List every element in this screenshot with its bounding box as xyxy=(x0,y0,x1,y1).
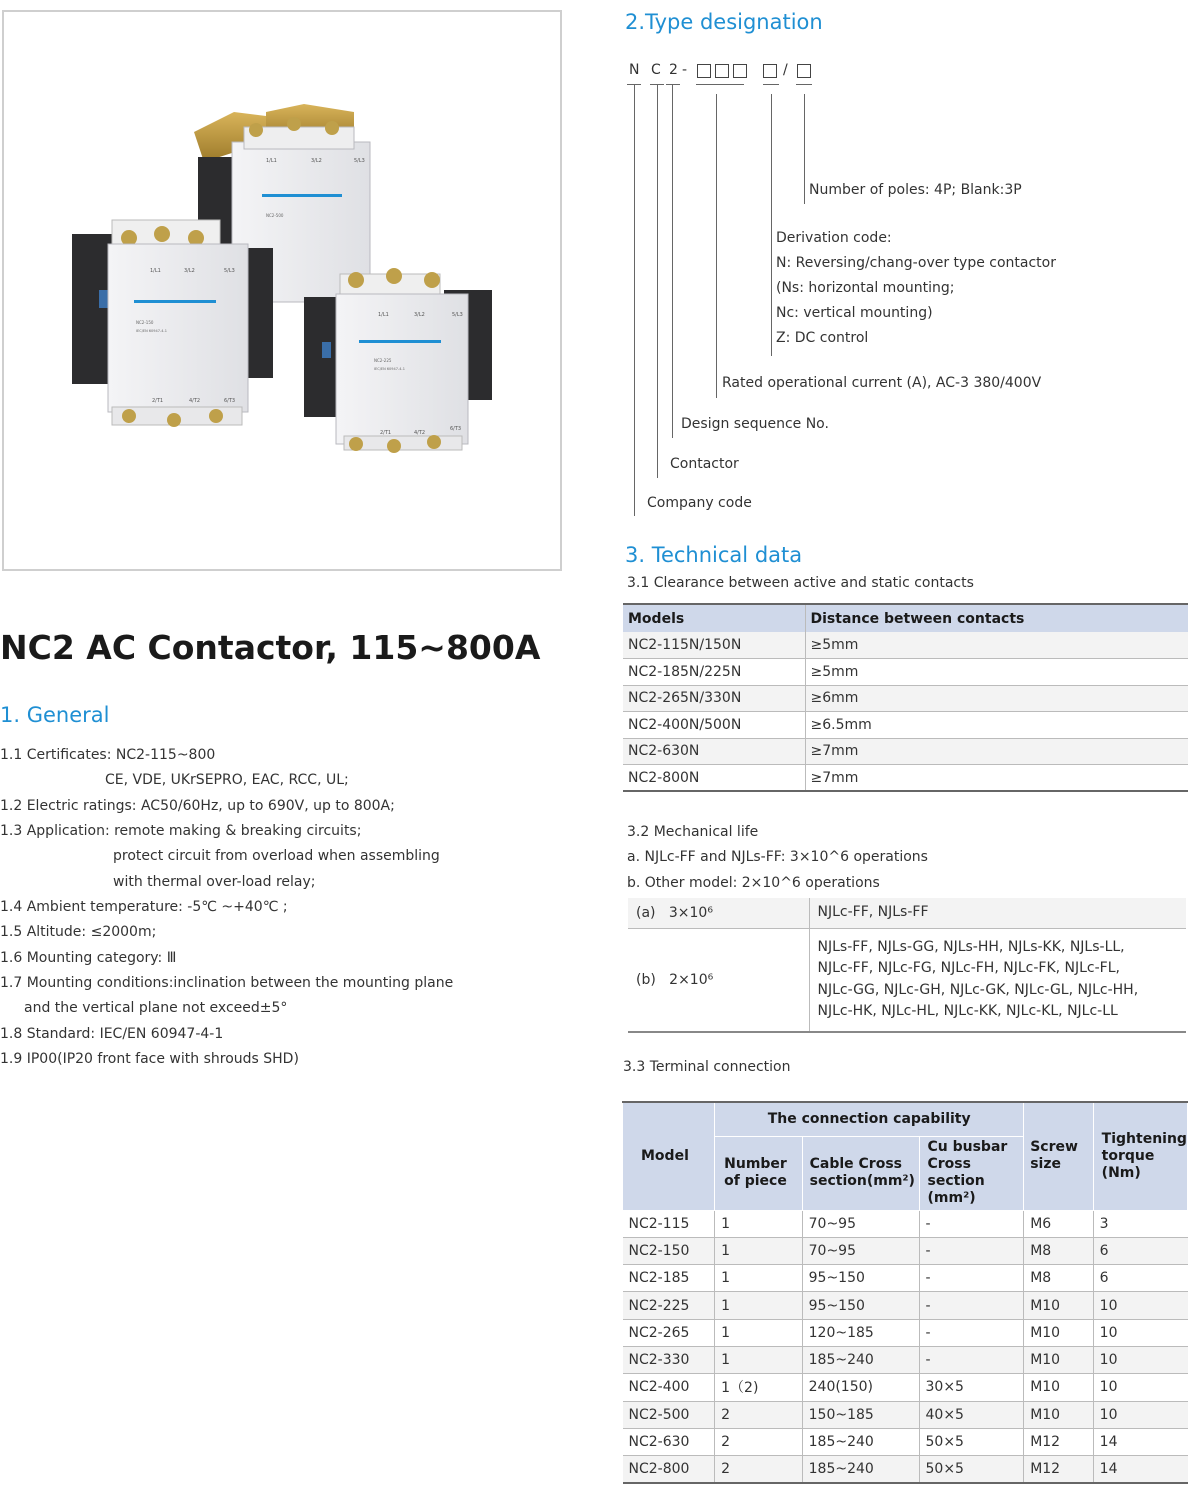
designation-company: Company code xyxy=(647,495,752,511)
cell-distance: ≥5mm xyxy=(805,632,1188,659)
cell-busbar: - xyxy=(919,1346,1024,1373)
designation-rated-current: Rated operational current (A), AC-3 380/400V xyxy=(722,375,1042,391)
terminal-table xyxy=(622,1101,1188,1484)
cell-distance: ≥5mm xyxy=(805,659,1188,686)
cell-torque: 3 xyxy=(1093,1210,1187,1237)
code-box-1 xyxy=(697,64,711,78)
cell-cable: 185~240 xyxy=(802,1428,919,1455)
general-line: 1.4 Ambient temperature: -5℃ ~+40℃ ; xyxy=(0,899,288,915)
left-terminal-t1: 2/T1 xyxy=(152,398,164,404)
designation-design-seq: Design sequence No. xyxy=(681,416,829,432)
cell-model: NC2-800N xyxy=(623,765,805,792)
cell-screw: M10 xyxy=(1024,1401,1093,1428)
col-header-models: Models xyxy=(623,604,805,632)
cell-distance: ≥6.5mm xyxy=(805,712,1188,739)
table-row xyxy=(623,1265,1188,1292)
left-standard-label: IEC/EN 60947-4-1 xyxy=(136,329,167,333)
cell-cable: 185~240 xyxy=(802,1346,919,1373)
table-row xyxy=(623,1292,1188,1319)
right-standard-label: IEC/EN 60947-4-1 xyxy=(374,367,405,371)
designation-derivation-line: Z: DC control xyxy=(776,330,869,346)
cell-model: NC2-330 xyxy=(623,1346,715,1373)
mechanical-line-a: a. NJLc-FF and NJLs-FF: 3×10^6 operations xyxy=(627,849,928,865)
table-row xyxy=(623,1401,1188,1428)
table-row xyxy=(623,712,1188,739)
table-row xyxy=(628,928,1186,1032)
cell-pieces: 1 xyxy=(715,1265,802,1292)
cell-model: NC2-800 xyxy=(623,1456,715,1483)
mech-models-b: NJLc-FF, NJLc-FG, NJLc-FH, NJLc-FK, NJLc-FL, xyxy=(817,960,1120,977)
table-header-row xyxy=(623,1102,1188,1136)
code-box-2 xyxy=(715,64,729,78)
cell-pieces: 1 xyxy=(715,1292,802,1319)
col-header-pieces: Number of piece xyxy=(715,1136,802,1210)
cell-screw: M12 xyxy=(1024,1456,1093,1483)
table-row xyxy=(623,685,1188,712)
cell-pieces: 1 xyxy=(715,1319,802,1346)
clearance-table xyxy=(623,603,1188,792)
cell-cable: 70~95 xyxy=(802,1237,919,1264)
general-line: 1.9 IP00(IP20 front face with shrouds SHD) xyxy=(0,1051,299,1067)
mechanical-title: 3.2 Mechanical life xyxy=(627,824,759,840)
table-row xyxy=(623,1346,1188,1373)
col-header-cable: Cable Cross section(mm²) xyxy=(802,1136,919,1210)
cell-model: NC2-400 xyxy=(623,1374,715,1401)
cell-model: NC2-225 xyxy=(623,1292,715,1319)
clearance-title: 3.1 Clearance between active and static contacts xyxy=(627,575,974,591)
table-row xyxy=(623,632,1188,659)
general-line: 1.8 Standard: IEC/EN 60947-4-1 xyxy=(0,1026,224,1042)
mech-value-a: 3×10⁶ xyxy=(668,904,713,921)
general-line: 1.2 Electric ratings: AC50/60Hz, up to 690V, up to 800A; xyxy=(0,798,395,814)
cell-model: NC2-400N/500N xyxy=(623,712,805,739)
mechanical-line-b: b. Other model: 2×10^6 operations xyxy=(627,875,880,891)
cell-busbar: - xyxy=(919,1210,1024,1237)
cell-model: NC2-265N/330N xyxy=(623,685,805,712)
cell-busbar: - xyxy=(919,1237,1024,1264)
general-line: with thermal over-load relay; xyxy=(113,874,316,890)
cell-busbar: - xyxy=(919,1265,1024,1292)
cell-model: NC2-500 xyxy=(623,1401,715,1428)
cell-busbar: 50×5 xyxy=(919,1456,1024,1483)
cell-busbar: - xyxy=(919,1319,1024,1346)
terminal-title: 3.3 Terminal connection xyxy=(623,1059,791,1075)
table-row xyxy=(623,1210,1188,1237)
right-model-label: NC2-225 xyxy=(374,358,392,363)
designation-contactor: Contactor xyxy=(670,456,739,472)
cell-model: NC2-185N/225N xyxy=(623,659,805,686)
cell-cable: 95~150 xyxy=(802,1292,919,1319)
cell-pieces: 2 xyxy=(715,1456,802,1483)
cell-busbar: 40×5 xyxy=(919,1401,1024,1428)
product-title: NC2 AC Contactor, 115~800A xyxy=(0,628,541,667)
mech-models-b: NJLs-FF, NJLs-GG, NJLs-HH, NJLs-KK, NJLs-LL, xyxy=(817,938,1125,955)
cell-cable: 240(150) xyxy=(802,1374,919,1401)
leader-contactor xyxy=(657,84,658,478)
cell-model: NC2-150 xyxy=(623,1237,715,1264)
large-terminal-l1: 1/L1 xyxy=(266,158,277,164)
code-box-3 xyxy=(733,64,747,78)
general-line: 1.6 Mounting category: Ⅲ xyxy=(0,950,177,966)
right-terminal-l3: 5/L3 xyxy=(452,312,463,318)
cell-screw: M10 xyxy=(1024,1346,1093,1373)
designation-poles: Number of poles: 4P; Blank:3P xyxy=(809,182,1022,198)
mech-models-b: NJLc-HK, NJLc-HL, NJLc-KK, NJLc-KL, NJLc-LL xyxy=(817,1003,1118,1020)
col-header-torque: Tightening torque (Nm) xyxy=(1093,1102,1187,1210)
designation-derivation-line: N: Reversing/chang-over type contactor xyxy=(776,255,1056,271)
cell-screw: M6 xyxy=(1024,1210,1093,1237)
right-terminal-t2: 4/T2 xyxy=(414,430,426,436)
cell-screw: M10 xyxy=(1024,1292,1093,1319)
large-model-label: NC2-500 xyxy=(266,213,284,218)
general-line: 1.7 Mounting conditions:inclination between the mounting plane xyxy=(0,975,454,991)
cell-busbar: 50×5 xyxy=(919,1428,1024,1455)
col-header-distance: Distance between contacts xyxy=(805,604,1188,632)
general-line: and the vertical plane not exceed±5° xyxy=(24,1000,288,1016)
leader-tick xyxy=(796,84,812,85)
cell-cable: 70~95 xyxy=(802,1210,919,1237)
contactor-illustration xyxy=(4,12,560,569)
cell-pieces: 2 xyxy=(715,1401,802,1428)
table-row xyxy=(623,1237,1188,1264)
left-terminal-l1: 1/L1 xyxy=(150,268,161,274)
leader-poles xyxy=(804,94,805,204)
general-line: 1.5 Altitude: ≤2000m; xyxy=(0,924,157,940)
cell-cable: 150~185 xyxy=(802,1401,919,1428)
mech-models-a: NJLc-FF, NJLs-FF xyxy=(817,904,929,920)
right-terminal-l2: 3/L2 xyxy=(414,312,425,318)
cell-torque: 6 xyxy=(1093,1237,1187,1264)
general-line: 1.3 Application: remote making & breaking circuits; xyxy=(0,823,362,839)
cell-model: NC2-265 xyxy=(623,1319,715,1346)
designation-derivation-line: (Ns: horizontal mounting; xyxy=(776,280,955,296)
cell-torque: 10 xyxy=(1093,1346,1187,1373)
cell-distance: ≥6mm xyxy=(805,685,1188,712)
technical-heading: 3. Technical data xyxy=(625,543,803,567)
cell-pieces: 1 xyxy=(715,1346,802,1373)
leader-tick xyxy=(696,84,744,85)
large-terminal-l2: 3/L2 xyxy=(311,158,322,164)
leader-tick xyxy=(666,84,680,85)
cell-distance: ≥7mm xyxy=(805,738,1188,765)
col-header-screw: Screw size xyxy=(1024,1102,1093,1210)
leader-design xyxy=(672,84,673,438)
cell-cable: 95~150 xyxy=(802,1265,919,1292)
cell-model: NC2-115N/150N xyxy=(623,632,805,659)
cell-torque: 10 xyxy=(1093,1292,1187,1319)
leader-current xyxy=(716,94,717,398)
product-image xyxy=(2,10,562,571)
table-row xyxy=(623,765,1188,792)
cell-torque: 14 xyxy=(1093,1428,1187,1455)
right-terminal-t3: 6/T3 xyxy=(450,426,462,432)
left-terminal-t3: 6/T3 xyxy=(224,398,236,404)
general-heading: 1. General xyxy=(0,703,110,727)
cell-distance: ≥7mm xyxy=(805,765,1188,792)
designation-heading: 2.Type designation xyxy=(625,10,823,34)
cell-cable: 120~185 xyxy=(802,1319,919,1346)
mechanical-table xyxy=(628,898,1186,1033)
type-code xyxy=(613,54,823,86)
cell-torque: 10 xyxy=(1093,1401,1187,1428)
general-line: protect circuit from overload when assembling xyxy=(113,848,440,864)
contactor-left xyxy=(72,220,273,427)
left-terminal-t2: 4/T2 xyxy=(189,398,201,404)
cell-screw: M8 xyxy=(1024,1237,1093,1264)
general-line: 1.1 Certificates: NC2-115~800 xyxy=(0,747,216,763)
code-char-n: N xyxy=(629,62,640,78)
table-row xyxy=(623,738,1188,765)
large-terminal-l3: 5/L3 xyxy=(354,158,365,164)
cell-busbar: 30×5 xyxy=(919,1374,1024,1401)
code-dash: - xyxy=(682,62,688,78)
cell-screw: M12 xyxy=(1024,1428,1093,1455)
code-box-5 xyxy=(797,64,811,78)
cell-pieces: 1 xyxy=(715,1210,802,1237)
cell-model: NC2-115 xyxy=(623,1210,715,1237)
right-terminal-l1: 1/L1 xyxy=(378,312,389,318)
table-row xyxy=(623,1319,1188,1346)
cell-pieces: 1 xyxy=(715,1237,802,1264)
table-row xyxy=(628,898,1186,928)
left-terminal-l2: 3/L2 xyxy=(184,268,195,274)
designation-derivation-line: Derivation code: xyxy=(776,230,892,246)
left-terminal-l3: 5/L3 xyxy=(224,268,235,274)
col-header-capability: The connection capability xyxy=(715,1102,1024,1136)
cell-busbar: - xyxy=(919,1292,1024,1319)
leader-company xyxy=(634,84,635,516)
table-row xyxy=(623,1374,1188,1401)
leader-derivation xyxy=(771,94,772,356)
cell-model: NC2-630N xyxy=(623,738,805,765)
cell-cable: 185~240 xyxy=(802,1456,919,1483)
table-row xyxy=(623,1428,1188,1455)
cell-model: NC2-185 xyxy=(623,1265,715,1292)
col-header-model: Model xyxy=(623,1102,715,1210)
code-slash: / xyxy=(783,62,788,78)
cell-torque: 14 xyxy=(1093,1456,1187,1483)
mech-label-a: (a) xyxy=(636,904,656,921)
leader-tick xyxy=(763,84,779,85)
mech-label-b: (b) xyxy=(636,971,656,988)
cell-pieces: 1（2) xyxy=(715,1374,802,1401)
table-row xyxy=(623,659,1188,686)
col-header-busbar: Cu busbar Cross section (mm²) xyxy=(919,1136,1024,1210)
table-header-row xyxy=(623,604,1188,632)
cell-screw: M10 xyxy=(1024,1319,1093,1346)
code-box-4 xyxy=(763,64,777,78)
cell-screw: M8 xyxy=(1024,1265,1093,1292)
designation-derivation-line: Nc: vertical mounting) xyxy=(776,305,933,321)
cell-pieces: 2 xyxy=(715,1428,802,1455)
mech-models-b: NJLc-GG, NJLc-GH, NJLc-GK, NJLc-GL, NJLc-HH, xyxy=(817,981,1139,998)
mech-value-b: 2×10⁶ xyxy=(669,971,714,988)
cell-torque: 10 xyxy=(1093,1374,1187,1401)
cell-screw: M10 xyxy=(1024,1374,1093,1401)
right-terminal-t1: 2/T1 xyxy=(380,430,392,436)
cell-torque: 6 xyxy=(1093,1265,1187,1292)
code-char-2: 2 xyxy=(669,62,678,78)
code-char-c: C xyxy=(651,62,661,78)
table-row xyxy=(623,1456,1188,1483)
cell-torque: 10 xyxy=(1093,1319,1187,1346)
left-model-label: NC2-150 xyxy=(136,320,154,325)
cell-model: NC2-630 xyxy=(623,1428,715,1455)
general-line: CE, VDE, UKrSEPRO, EAC, RCC, UL; xyxy=(105,772,349,788)
